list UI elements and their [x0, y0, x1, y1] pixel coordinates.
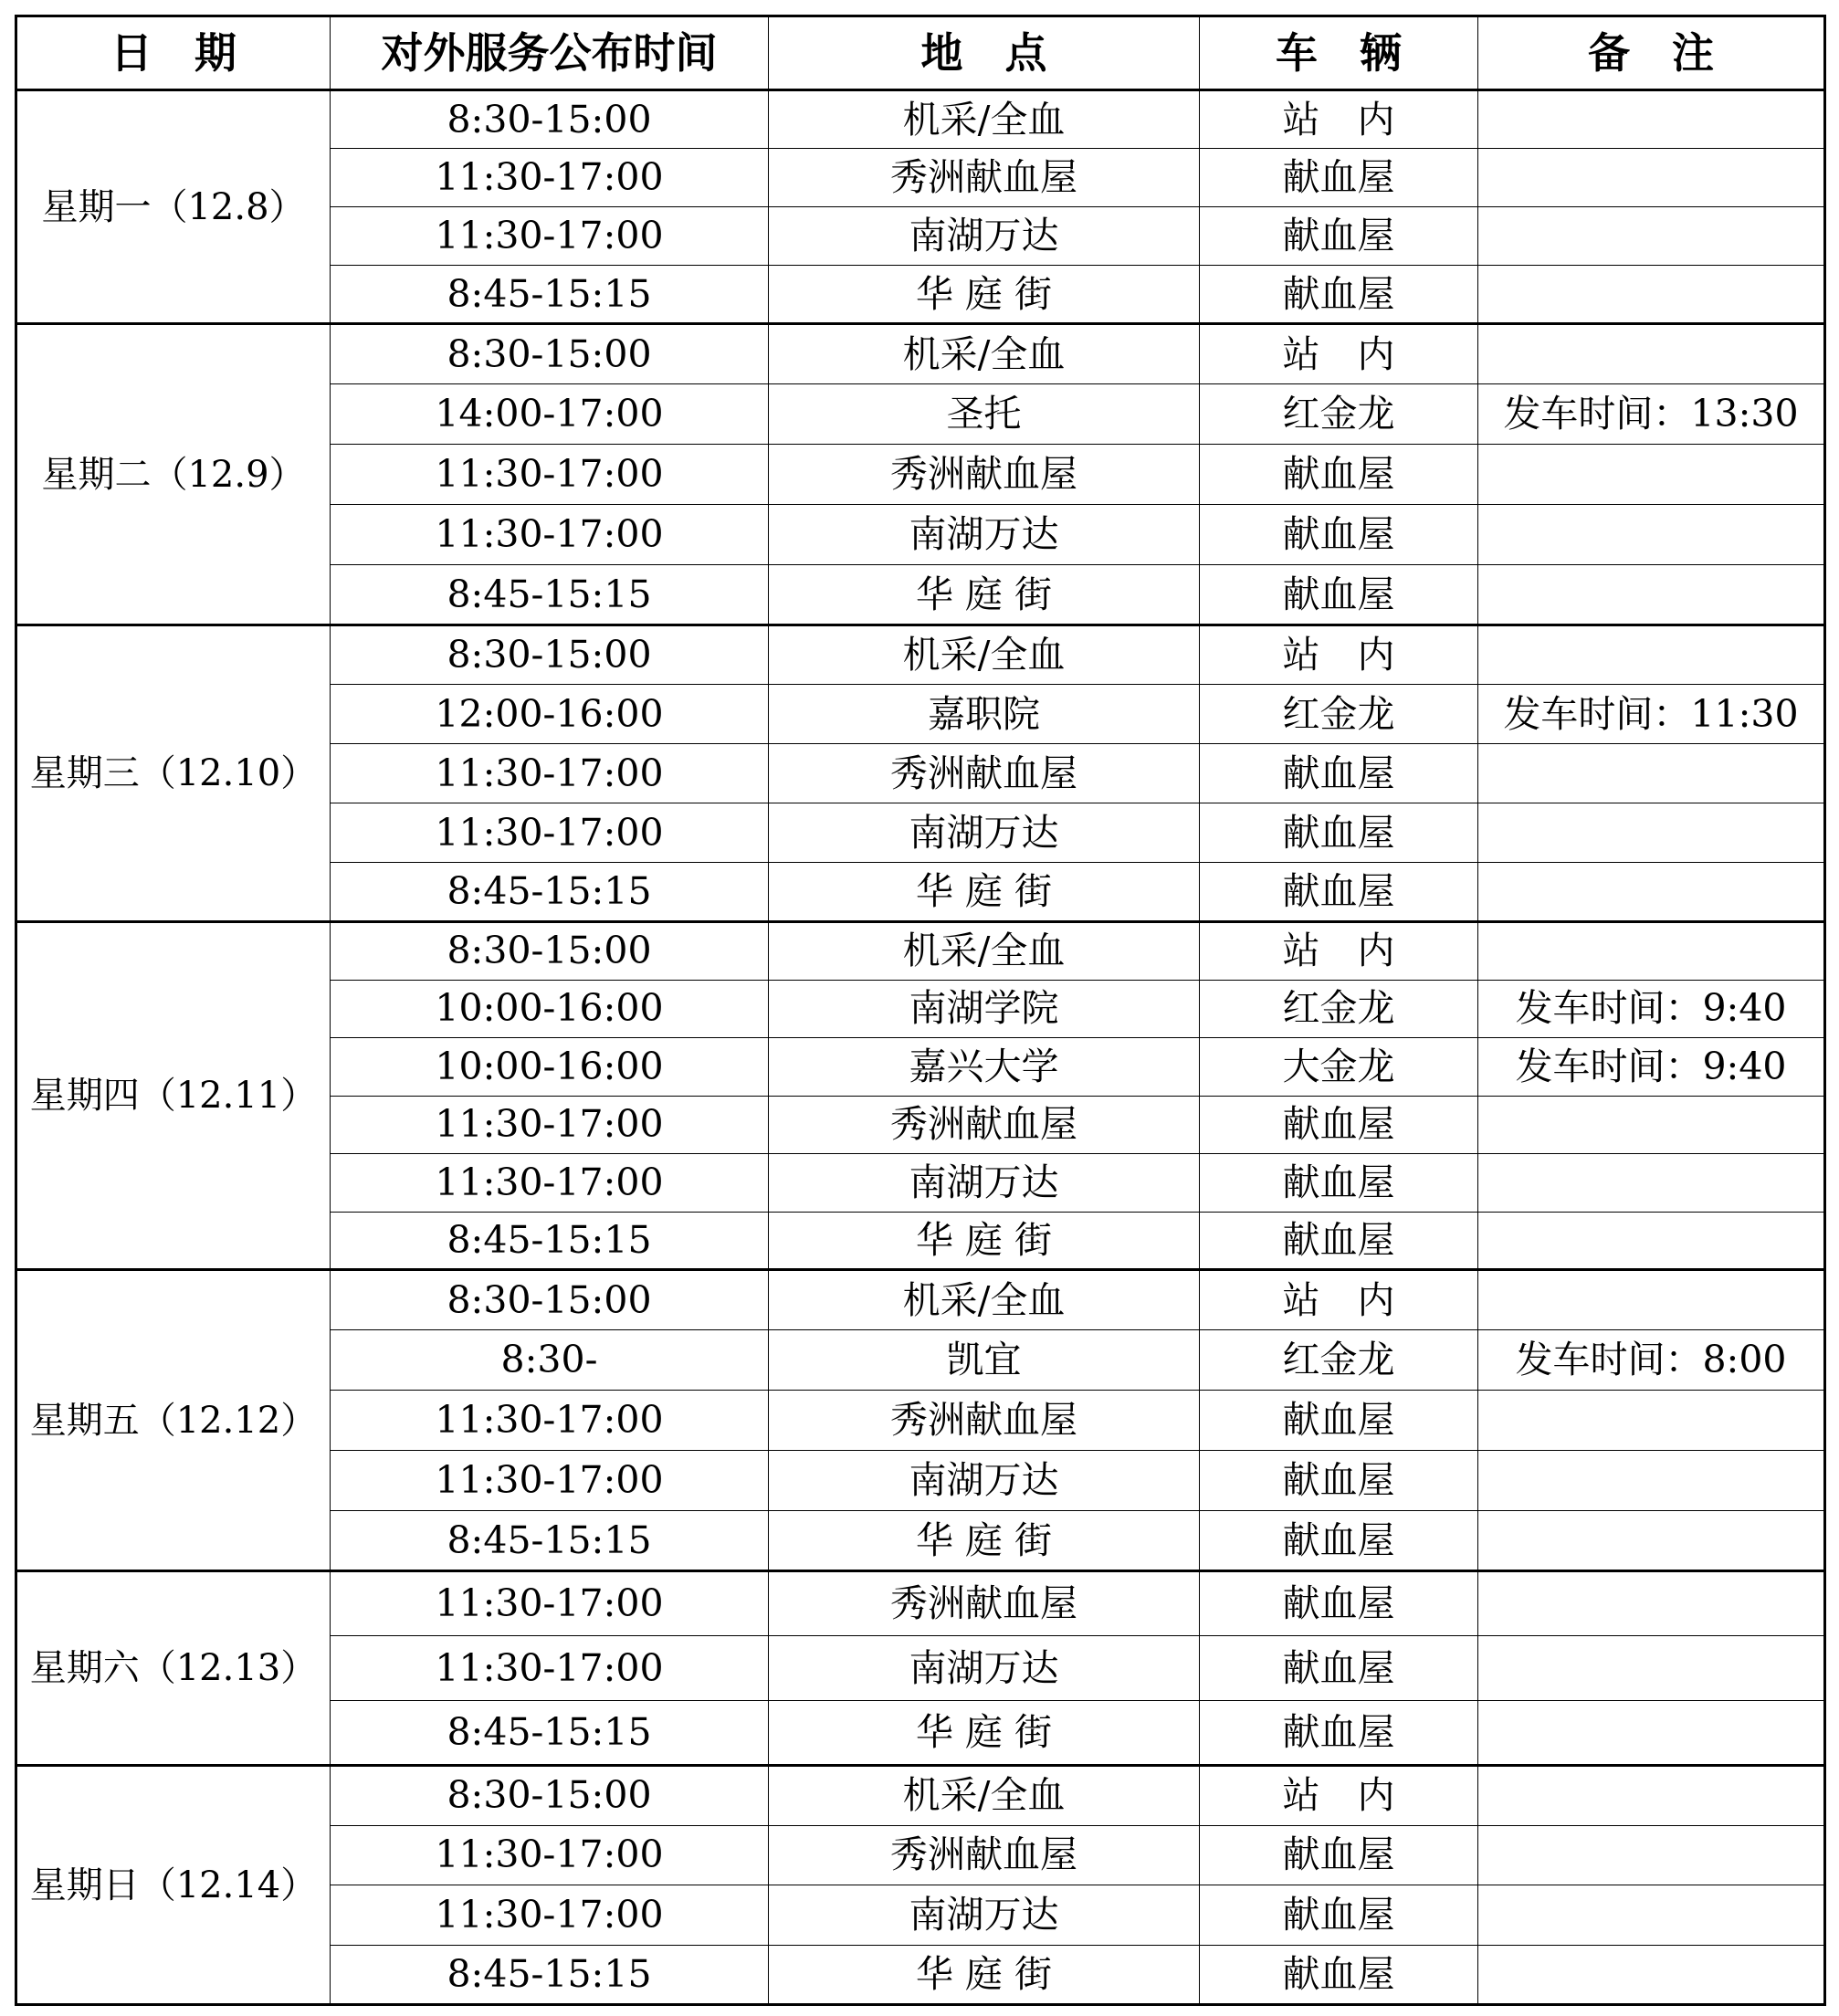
- vehicle-cell: 献血屋: [1200, 505, 1478, 565]
- time-cell: 11:30-17:00: [331, 1451, 769, 1511]
- table-row: [16, 1766, 1825, 1826]
- date-cell: 星期日（12.14）: [16, 1766, 331, 2005]
- remark-cell: [1478, 1270, 1825, 1330]
- vehicle-cell: 献血屋: [1200, 1451, 1478, 1511]
- time-cell: 8:45-15:15: [331, 266, 769, 324]
- time-cell: 11:30-17:00: [331, 1825, 769, 1885]
- time-cell: 11:30-17:00: [331, 1636, 769, 1701]
- remark-cell: [1478, 324, 1825, 384]
- time-cell: 11:30-17:00: [331, 445, 769, 505]
- remark-cell: [1478, 1391, 1825, 1451]
- remark-cell: [1478, 1096, 1825, 1154]
- table-row: [16, 625, 1825, 685]
- table-row: [16, 1270, 1825, 1330]
- vehicle-cell: 献血屋: [1200, 149, 1478, 207]
- vehicle-cell: 大金龙: [1200, 1038, 1478, 1097]
- remark-cell: [1478, 625, 1825, 685]
- vehicle-cell: 献血屋: [1200, 445, 1478, 505]
- vehicle-cell: 献血屋: [1200, 1825, 1478, 1885]
- time-cell: 8:30-15:00: [331, 1270, 769, 1330]
- place-cell: 南湖万达: [769, 1636, 1200, 1701]
- header-remark: 备 注: [1478, 16, 1825, 90]
- vehicle-cell: 献血屋: [1200, 1701, 1478, 1766]
- remark-cell: [1478, 1212, 1825, 1270]
- time-cell: 14:00-17:00: [331, 384, 769, 445]
- remark-cell: [1478, 445, 1825, 505]
- place-cell: 秀洲献血屋: [769, 445, 1200, 505]
- place-cell: 秀洲献血屋: [769, 1571, 1200, 1636]
- time-cell: 11:30-17:00: [331, 1885, 769, 1946]
- remark-cell: [1478, 863, 1825, 922]
- place-cell: 华 庭 街: [769, 1945, 1200, 2005]
- time-cell: 8:30-15:00: [331, 922, 769, 981]
- remark-cell: [1478, 1825, 1825, 1885]
- time-cell: 11:30-17:00: [331, 505, 769, 565]
- vehicle-cell: 站 内: [1200, 922, 1478, 981]
- place-cell: 嘉职院: [769, 685, 1200, 744]
- table-row: [16, 324, 1825, 384]
- remark-cell: [1478, 90, 1825, 149]
- schedule-table: [15, 15, 1826, 2006]
- place-cell: 嘉兴大学: [769, 1038, 1200, 1097]
- time-cell: 11:30-17:00: [331, 1096, 769, 1154]
- place-cell: 华 庭 街: [769, 1511, 1200, 1571]
- time-cell: 8:30-15:00: [331, 1766, 769, 1826]
- place-cell: 机采/全血: [769, 922, 1200, 981]
- place-cell: 南湖万达: [769, 1451, 1200, 1511]
- remark-cell: 发车时间：9:40: [1478, 1038, 1825, 1097]
- date-cell: 星期一（12.8）: [16, 90, 331, 324]
- place-cell: 机采/全血: [769, 1766, 1200, 1826]
- time-cell: 8:45-15:15: [331, 565, 769, 625]
- remark-cell: [1478, 803, 1825, 863]
- vehicle-cell: 献血屋: [1200, 266, 1478, 324]
- vehicle-cell: 献血屋: [1200, 1096, 1478, 1154]
- time-cell: 11:30-17:00: [331, 149, 769, 207]
- remark-cell: [1478, 1945, 1825, 2005]
- place-cell: 机采/全血: [769, 90, 1200, 149]
- place-cell: 华 庭 街: [769, 565, 1200, 625]
- time-cell: 11:30-17:00: [331, 1391, 769, 1451]
- time-cell: 11:30-17:00: [331, 207, 769, 266]
- vehicle-cell: 红金龙: [1200, 384, 1478, 445]
- remark-cell: [1478, 505, 1825, 565]
- vehicle-cell: 献血屋: [1200, 1885, 1478, 1946]
- vehicle-cell: 献血屋: [1200, 744, 1478, 803]
- date-cell: 星期三（12.10）: [16, 625, 331, 922]
- place-cell: 南湖万达: [769, 505, 1200, 565]
- place-cell: 南湖学院: [769, 980, 1200, 1038]
- remark-cell: [1478, 744, 1825, 803]
- remark-cell: 发车时间：13:30: [1478, 384, 1825, 445]
- remark-cell: [1478, 565, 1825, 625]
- table-row: [16, 90, 1825, 149]
- date-cell: 星期六（12.13）: [16, 1571, 331, 1766]
- place-cell: 华 庭 街: [769, 266, 1200, 324]
- vehicle-cell: 献血屋: [1200, 1945, 1478, 2005]
- time-cell: 8:45-15:15: [331, 1945, 769, 2005]
- time-cell: 10:00-16:00: [331, 980, 769, 1038]
- place-cell: 秀洲献血屋: [769, 149, 1200, 207]
- date-cell: 星期五（12.12）: [16, 1270, 331, 1571]
- vehicle-cell: 献血屋: [1200, 1636, 1478, 1701]
- time-cell: 8:45-15:15: [331, 1212, 769, 1270]
- header-place: 地 点: [769, 16, 1200, 90]
- remark-cell: [1478, 1636, 1825, 1701]
- remark-cell: [1478, 266, 1825, 324]
- place-cell: 南湖万达: [769, 1154, 1200, 1213]
- time-cell: 8:45-15:15: [331, 863, 769, 922]
- vehicle-cell: 献血屋: [1200, 1154, 1478, 1213]
- remark-cell: 发车时间：11:30: [1478, 685, 1825, 744]
- remark-cell: [1478, 1766, 1825, 1826]
- place-cell: 圣托: [769, 384, 1200, 445]
- vehicle-cell: 站 内: [1200, 324, 1478, 384]
- header-time: 对外服务公布时间: [331, 16, 769, 90]
- header-row: [16, 16, 1825, 90]
- remark-cell: [1478, 1511, 1825, 1571]
- place-cell: 秀洲献血屋: [769, 1096, 1200, 1154]
- vehicle-cell: 红金龙: [1200, 685, 1478, 744]
- vehicle-cell: 献血屋: [1200, 1391, 1478, 1451]
- remark-cell: [1478, 922, 1825, 981]
- place-cell: 机采/全血: [769, 324, 1200, 384]
- place-cell: 南湖万达: [769, 1885, 1200, 1946]
- vehicle-cell: 站 内: [1200, 625, 1478, 685]
- time-cell: 11:30-17:00: [331, 803, 769, 863]
- vehicle-cell: 献血屋: [1200, 207, 1478, 266]
- remark-cell: [1478, 1885, 1825, 1946]
- remark-cell: [1478, 149, 1825, 207]
- remark-cell: [1478, 1451, 1825, 1511]
- place-cell: 南湖万达: [769, 803, 1200, 863]
- time-cell: 8:30-15:00: [331, 90, 769, 149]
- time-cell: 12:00-16:00: [331, 685, 769, 744]
- time-cell: 10:00-16:00: [331, 1038, 769, 1097]
- table-row: [16, 1571, 1825, 1636]
- remark-cell: [1478, 1154, 1825, 1213]
- remark-cell: [1478, 1571, 1825, 1636]
- place-cell: 机采/全血: [769, 1270, 1200, 1330]
- time-cell: 8:45-15:15: [331, 1701, 769, 1766]
- vehicle-cell: 站 内: [1200, 90, 1478, 149]
- vehicle-cell: 红金龙: [1200, 980, 1478, 1038]
- vehicle-cell: 红金龙: [1200, 1330, 1478, 1391]
- place-cell: 凯宜: [769, 1330, 1200, 1391]
- table-header: [16, 16, 1825, 90]
- time-cell: 8:45-15:15: [331, 1511, 769, 1571]
- time-cell: 8:30-: [331, 1330, 769, 1391]
- vehicle-cell: 站 内: [1200, 1766, 1478, 1826]
- remark-cell: 发车时间：8:00: [1478, 1330, 1825, 1391]
- vehicle-cell: 献血屋: [1200, 1212, 1478, 1270]
- table-body: [16, 90, 1825, 2005]
- date-cell: 星期二（12.9）: [16, 324, 331, 625]
- header-date: 日 期: [16, 16, 331, 90]
- time-cell: 11:30-17:00: [331, 1571, 769, 1636]
- vehicle-cell: 献血屋: [1200, 1511, 1478, 1571]
- header-vehicle: 车 辆: [1200, 16, 1478, 90]
- vehicle-cell: 献血屋: [1200, 1571, 1478, 1636]
- place-cell: 秀洲献血屋: [769, 744, 1200, 803]
- vehicle-cell: 献血屋: [1200, 863, 1478, 922]
- place-cell: 机采/全血: [769, 625, 1200, 685]
- vehicle-cell: 站 内: [1200, 1270, 1478, 1330]
- date-cell: 星期四（12.11）: [16, 922, 331, 1270]
- table-row: [16, 922, 1825, 981]
- time-cell: 11:30-17:00: [331, 1154, 769, 1213]
- time-cell: 8:30-15:00: [331, 625, 769, 685]
- vehicle-cell: 献血屋: [1200, 803, 1478, 863]
- time-cell: 11:30-17:00: [331, 744, 769, 803]
- place-cell: 南湖万达: [769, 207, 1200, 266]
- remark-cell: 发车时间：9:40: [1478, 980, 1825, 1038]
- remark-cell: [1478, 207, 1825, 266]
- vehicle-cell: 献血屋: [1200, 565, 1478, 625]
- time-cell: 8:30-15:00: [331, 324, 769, 384]
- place-cell: 华 庭 街: [769, 1212, 1200, 1270]
- place-cell: 秀洲献血屋: [769, 1825, 1200, 1885]
- remark-cell: [1478, 1701, 1825, 1766]
- place-cell: 秀洲献血屋: [769, 1391, 1200, 1451]
- place-cell: 华 庭 街: [769, 863, 1200, 922]
- place-cell: 华 庭 街: [769, 1701, 1200, 1766]
